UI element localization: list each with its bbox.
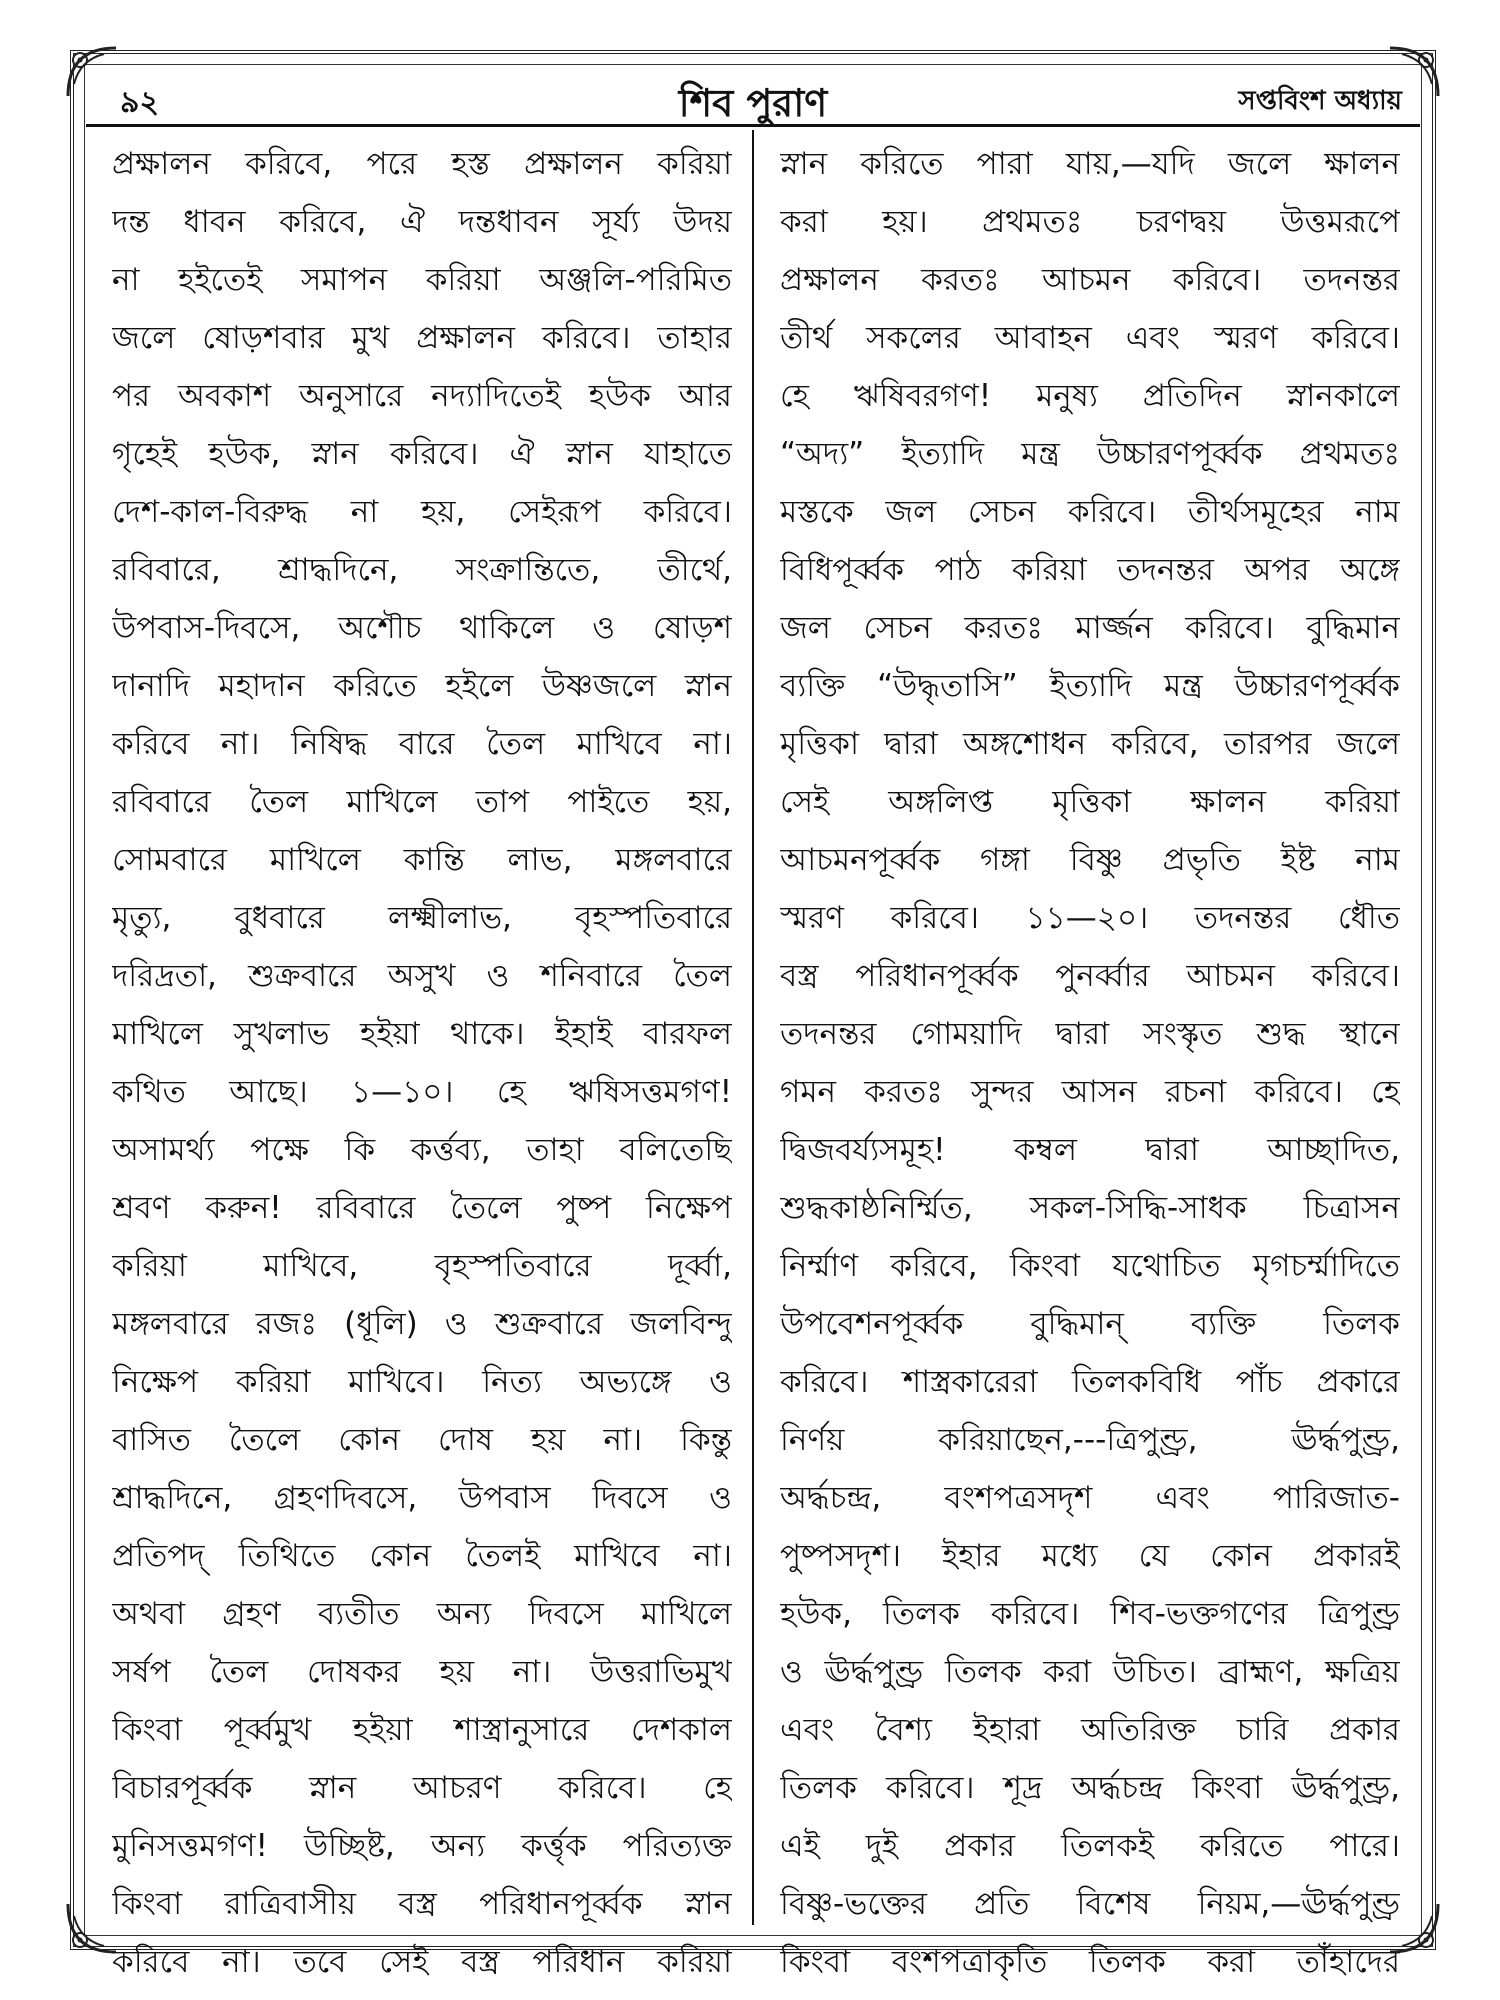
text-line: করিবে না। তবে সেই বস্ত্র পরিধান করিয়া (112, 1944, 732, 1980)
text-line: দরিদ্রতা, শুক্রবারে অসুখ ও শনিবারে তৈল (112, 958, 732, 994)
text-line: নির্ণয় করিয়াছেন,---ত্রিপুণ্ড্র, ঊর্দ্ধপুণ্ড্র, (780, 1422, 1400, 1458)
book-title: শিব পুরাণ (678, 81, 828, 125)
text-line: সর্ষপ তৈল দোষকর হয় না। উত্তরাভিমুখ (112, 1654, 732, 1690)
text-line: বিধিপূর্ব্বক পাঠ করিয়া তদনন্তর অপর অঙ্গে (780, 552, 1400, 588)
text-line: হউক, তিলক করিবে। শিব-ভক্তগণের ত্রিপুণ্ড্র (780, 1596, 1400, 1632)
text-line: কিংবা পূর্ব্বমুখ হইয়া শাস্ত্রানুসারে দেশকাল (112, 1712, 732, 1748)
text-line: পর অবকাশ অনুসারে নদ্যাদিতেই হউক আর (112, 378, 732, 414)
text-line: স্নান করিতে পারা যায়,—যদি জলে ক্ষালন (780, 146, 1400, 182)
header-divider (86, 124, 1420, 127)
text-line: দেশ-কাল-বিরুদ্ধ না হয়, সেইরূপ করিবে। (112, 494, 732, 530)
text-line: হে ঋষিবরগণ! মনুষ্য প্রতিদিন স্নানকালে (780, 378, 1400, 414)
text-line: ব্যক্তি “উদ্ধৃতাসি” ইত্যাদি মন্ত্র উচ্চারণপূর্ব্বক (780, 668, 1400, 704)
text-line: অর্দ্ধচন্দ্র, বংশপত্রসদৃশ এবং পারিজাত- (780, 1480, 1400, 1516)
text-line: তদনন্তর গোময়াদি দ্বারা সংস্কৃত শুদ্ধ স্থানে (780, 1016, 1400, 1052)
text-line: ও ঊর্দ্ধপুণ্ড্র তিলক করা উচিত। ব্রাহ্মণ, ক্ষত্রিয় (780, 1654, 1400, 1690)
text-line: “অদ্য” ইত্যাদি মন্ত্র উচ্চারণপূর্ব্বক প্রথমতঃ (780, 436, 1400, 472)
text-line: দন্ত ধাবন করিবে, ঐ দন্তধাবন সূর্য্য উদয় (112, 204, 732, 240)
text-line: এই দুই প্রকার তিলকই করিতে পারে। (780, 1828, 1400, 1864)
text-line: কিংবা রাত্রিবাসীয় বস্ত্র পরিধানপূর্ব্বক স্নান (112, 1886, 732, 1922)
text-line: করিয়া মাখিবে, বৃহস্পতিবারে দূর্ব্বা, (112, 1248, 732, 1284)
text-line: প্রতিপদ্‌ তিথিতে কোন তৈলই মাখিবে না। (112, 1538, 732, 1574)
text-line: বিষ্ণু-ভক্তের প্রতি বিশেষ নিয়ম,—ঊর্দ্ধপুণ্ড্র (780, 1886, 1400, 1922)
text-line: করিবে না। নিষিদ্ধ বারে তৈল মাখিবে না। (112, 726, 732, 762)
text-line: মস্তকে জল সেচন করিবে। তীর্থসমূহের নাম (780, 494, 1400, 530)
text-line: শ্রবণ করুন! রবিবারে তৈলে পুষ্প নিক্ষেপ (112, 1190, 732, 1226)
text-line: জল সেচন করতঃ মার্জ্জন করিবে। বুদ্ধিমান (780, 610, 1400, 646)
text-line: শুদ্ধকাষ্ঠনির্ম্মিত, সকল-সিদ্ধি-সাধক চিত্রাসন (780, 1190, 1400, 1226)
text-line: উপবাস-দিবসে, অশৌচ থাকিলে ও ষোড়শ (112, 610, 732, 646)
text-line: করিবে। শাস্ত্রকারেরা তিলকবিধি পাঁচ প্রকারে (780, 1364, 1400, 1400)
text-line: জলে ষোড়শবার মুখ প্রক্ষালন করিবে। তাহার (112, 320, 732, 356)
text-line: গৃহেই হউক, স্নান করিবে। ঐ স্নান যাহাতে (112, 436, 732, 472)
text-line: প্রক্ষালন করতঃ আচমন করিবে। তদনন্তর (780, 262, 1400, 298)
text-line: না হইতেই সমাপন করিয়া অঞ্জলি-পরিমিত (112, 262, 732, 298)
text-line: বস্ত্র পরিধানপূর্ব্বক পুনর্ব্বার আচমন করিবে। (780, 958, 1400, 994)
text-line: করা হয়। প্রথমতঃ চরণদ্বয় উত্তমরূপে (780, 204, 1400, 240)
text-line: তীর্থ সকলের আবাহন এবং স্মরণ করিবে। (780, 320, 1400, 356)
text-line: বাসিত তৈলে কোন দোষ হয় না। কিন্তু (112, 1422, 732, 1458)
left-text-column (112, 135, 732, 1991)
text-line: বিচারপূর্ব্বক স্নান আচরণ করিবে। হে (112, 1770, 732, 1806)
text-line: কথিত আছে। ১—১০। হে ঋষিসত্তমগণ! (112, 1074, 732, 1110)
text-line: উপবেশনপূর্ব্বক বুদ্ধিমান্‌ ব্যক্তি তিলক (780, 1306, 1400, 1342)
text-line: সেই অঙ্গলিপ্ত মৃত্তিকা ক্ষালন করিয়া (780, 784, 1400, 820)
text-line: রবিবারে তৈল মাখিলে তাপ পাইতে হয়, (112, 784, 732, 820)
text-line: কিংবা বংশপত্রাকৃতি তিলক করা তাঁহাদের (780, 1944, 1400, 1980)
text-line: নির্ম্মাণ করিবে, কিংবা যথোচিত মৃগচর্ম্মাদিতে (780, 1248, 1400, 1284)
text-line: প্রক্ষালন করিবে, পরে হস্ত প্রক্ষালন করিয়া (112, 146, 732, 182)
text-line: মুনিসত্তমগণ! উচ্ছিষ্ট, অন্য কর্ত্তৃক পরিত্যক্ত (112, 1828, 732, 1864)
chapter-title: সপ্তবিংশ অধ্যায় (1238, 86, 1402, 116)
text-line: মৃত্তিকা দ্বারা অঙ্গশোধন করিবে, তারপর জলে (780, 726, 1400, 762)
text-line: আচমনপূর্ব্বক গঙ্গা বিষ্ণু প্রভৃতি ইষ্ট নাম (780, 842, 1400, 878)
page-header (100, 70, 1406, 130)
page-number: ৯২ (120, 85, 159, 120)
text-line: মঙ্গলবারে রজঃ (ধূলি) ও শুক্রবারে জলবিন্দু (112, 1306, 732, 1342)
text-line: রবিবারে, শ্রাদ্ধদিনে, সংক্রান্তিতে, তীর্থে, (112, 552, 732, 588)
text-line: সোমবারে মাখিলে কান্তি লাভ, মঙ্গলবারে (112, 842, 732, 878)
text-line: শ্রাদ্ধদিনে, গ্রহণদিবসে, উপবাস দিবসে ও (112, 1480, 732, 1516)
right-text-column (780, 135, 1400, 1991)
text-line: নিক্ষেপ করিয়া মাখিবে। নিত্য অভ্যঙ্গে ও (112, 1364, 732, 1400)
text-line: দ্বিজবর্য্যসমূহ! কম্বল দ্বারা আচ্ছাদিত, (780, 1132, 1400, 1168)
text-line: মৃত্যু, বুধবারে লক্ষ্মীলাভ, বৃহস্পতিবারে (112, 900, 732, 936)
text-line: পুষ্পসদৃশ। ইহার মধ্যে যে কোন প্রকারই (780, 1538, 1400, 1574)
text-line: গমন করতঃ সুন্দর আসন রচনা করিবে। হে (780, 1074, 1400, 1110)
text-line: অসামর্থ্য পক্ষে কি কর্ত্তব্য, তাহা বলিতেছি (112, 1132, 732, 1168)
text-line: অথবা গ্রহণ ব্যতীত অন্য দিবসে মাখিলে (112, 1596, 732, 1632)
column-divider (752, 130, 754, 1925)
text-line: এবং বৈশ্য ইহারা অতিরিক্ত চারি প্রকার (780, 1712, 1400, 1748)
text-line: তিলক করিবে। শূদ্র অর্দ্ধচন্দ্র কিংবা ঊর্দ্ধপুণ্ড্র, (780, 1770, 1400, 1806)
text-line: মাখিলে সুখলাভ হইয়া থাকে। ইহাই বারফল (112, 1016, 732, 1052)
text-line: দানাদি মহাদান করিতে হইলে উষ্ণজলে স্নান (112, 668, 732, 704)
text-line: স্মরণ করিবে। ১১—২০। তদনন্তর ধৌত (780, 900, 1400, 936)
